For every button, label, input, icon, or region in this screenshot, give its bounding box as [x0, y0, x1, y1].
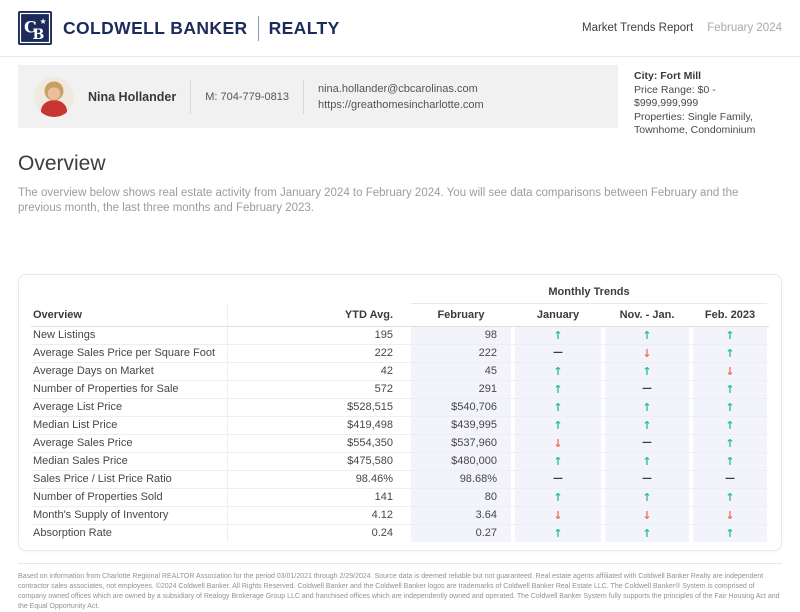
- monthly-trends-header: Monthly Trends: [411, 280, 767, 304]
- nov-jan-trend: [605, 435, 689, 452]
- february-value: 80: [411, 489, 511, 506]
- feb-2023-trend: [693, 471, 767, 488]
- ytd-value: 42: [227, 363, 407, 380]
- trend-up-icon: ↑: [553, 328, 563, 342]
- row-label: Absorption Rate: [33, 527, 112, 539]
- trend-down-icon: ↓: [725, 508, 735, 522]
- nov-jan-trend: [605, 489, 689, 506]
- january-trend: [515, 381, 601, 398]
- february-value: $439,995: [411, 417, 511, 434]
- column-header-overview: Overview: [33, 308, 82, 321]
- svg-text:★: ★: [39, 17, 47, 26]
- filter-properties: Properties: Single Family, Townhome, Condominium: [634, 110, 756, 136]
- trend-flat-icon: —: [642, 473, 652, 484]
- trend-up-icon: ↑: [725, 436, 735, 450]
- february-value: 0.27: [411, 525, 511, 542]
- january-trend: [515, 507, 601, 524]
- trends-table-card: [18, 274, 782, 551]
- report-period: February 2024: [707, 22, 782, 34]
- february-value: $480,000: [411, 453, 511, 470]
- brand: [18, 11, 340, 45]
- row-label: Average Days on Market: [33, 365, 154, 377]
- february-value: 98.68%: [411, 471, 511, 488]
- ytd-value: 141: [227, 489, 407, 506]
- trend-down-icon: ↓: [642, 346, 652, 360]
- nov-jan-trend: [605, 399, 689, 416]
- february-value: 3.64: [411, 507, 511, 524]
- filter-city: City: Fort Mill: [634, 70, 702, 82]
- feb-2023-trend: [693, 417, 767, 434]
- table-row: [31, 327, 769, 345]
- january-trend: [515, 525, 601, 542]
- trend-up-icon: ↑: [642, 400, 652, 414]
- nov-jan-trend: [605, 417, 689, 434]
- nov-jan-trend: [605, 525, 689, 542]
- row-label: Month's Supply of Inventory: [33, 509, 169, 521]
- divider: [190, 80, 191, 114]
- feb-2023-trend: [693, 507, 767, 524]
- monthly-trends-group-row: [31, 280, 769, 304]
- trend-up-icon: ↑: [725, 382, 735, 396]
- feb-2023-trend: [693, 399, 767, 416]
- trend-up-icon: ↑: [553, 364, 563, 378]
- trend-down-icon: ↓: [725, 364, 735, 378]
- ytd-value: 222: [227, 345, 407, 362]
- trend-up-icon: ↑: [553, 418, 563, 432]
- trend-down-icon: ↓: [642, 508, 652, 522]
- column-header-feb-2023: Feb. 2023: [704, 308, 756, 321]
- feb-2023-trend: [693, 489, 767, 506]
- january-trend: [515, 327, 601, 344]
- nov-jan-trend: [605, 507, 689, 524]
- trend-up-icon: ↑: [642, 328, 652, 342]
- feb-2023-trend: [693, 381, 767, 398]
- table-row: [31, 435, 769, 453]
- trend-up-icon: ↑: [725, 490, 735, 504]
- trend-up-icon: ↑: [642, 526, 652, 540]
- column-header-nov-jan: Nov. - Jan.: [619, 308, 675, 321]
- february-value: 291: [411, 381, 511, 398]
- trend-up-icon: ↑: [553, 526, 563, 540]
- row-label: Average Sales Price: [33, 437, 133, 449]
- row-label: Sales Price / List Price Ratio: [33, 473, 172, 485]
- trend-flat-icon: —: [725, 473, 735, 484]
- row-label: Average Sales Price per Square Foot: [33, 347, 216, 359]
- agent-avatar: [34, 77, 74, 117]
- trend-flat-icon: —: [642, 383, 652, 394]
- page-title: Overview: [18, 151, 106, 175]
- february-value: 222: [411, 345, 511, 362]
- row-label: Median List Price: [33, 419, 118, 431]
- brand-divider: [258, 16, 259, 41]
- january-trend: [515, 453, 601, 470]
- report-meta: [582, 22, 782, 34]
- row-label: New Listings: [33, 329, 96, 341]
- trend-up-icon: ↑: [642, 490, 652, 504]
- overview-description: The overview below shows real estate activity from January 2024 to February 2024. You will see data comparisons between February and the previous month, the last three months and February 2023.: [18, 186, 739, 214]
- ytd-value: 572: [227, 381, 407, 398]
- feb-2023-trend: [693, 345, 767, 362]
- trends-table-body: [31, 327, 769, 542]
- february-value: $537,960: [411, 435, 511, 452]
- january-trend: [515, 399, 601, 416]
- brand-name: COLDWELL BANKER: [63, 17, 248, 38]
- feb-2023-trend: [693, 525, 767, 542]
- trend-up-icon: ↑: [642, 454, 652, 468]
- ytd-value: $475,580: [227, 453, 407, 470]
- trend-up-icon: ↑: [553, 454, 563, 468]
- ytd-value: 98.46%: [227, 471, 407, 488]
- divider: [303, 80, 304, 114]
- trend-down-icon: ↓: [553, 436, 563, 450]
- table-row: [31, 489, 769, 507]
- january-trend: [515, 471, 601, 488]
- trend-up-icon: ↑: [725, 328, 735, 342]
- feb-2023-trend: [693, 363, 767, 380]
- row-label: Number of Properties Sold: [33, 491, 163, 503]
- january-trend: [515, 363, 601, 380]
- ytd-value: 195: [227, 327, 407, 344]
- trends-table-header-row: [31, 304, 769, 327]
- table-row: [31, 471, 769, 489]
- overview-section: [18, 152, 782, 216]
- report-header: [0, 0, 800, 57]
- ytd-value: $528,515: [227, 399, 407, 416]
- svg-text:B: B: [32, 27, 45, 43]
- feb-2023-trend: [693, 435, 767, 452]
- feb-2023-trend: [693, 453, 767, 470]
- agent-phone: M: 704-779-0813: [205, 90, 289, 103]
- trend-up-icon: ↑: [553, 382, 563, 396]
- trend-up-icon: ↑: [553, 400, 563, 414]
- february-value: $540,706: [411, 399, 511, 416]
- table-row: [31, 507, 769, 525]
- trend-flat-icon: —: [553, 347, 563, 358]
- report-title: Market Trends Report: [581, 22, 694, 34]
- trend-flat-icon: —: [553, 473, 563, 484]
- table-row: [31, 363, 769, 381]
- nov-jan-trend: [605, 345, 689, 362]
- january-trend: [515, 417, 601, 434]
- ytd-value: 0.24: [227, 525, 407, 542]
- trend-up-icon: ↑: [642, 418, 652, 432]
- ytd-value: $554,350: [227, 435, 407, 452]
- column-header-ytd-avg: YTD Avg.: [227, 304, 407, 326]
- row-label: Average List Price: [33, 401, 123, 413]
- row-label: Number of Properties for Sale: [33, 383, 179, 395]
- disclaimer-text: Based on information from Charlotte Regional REALTOR Association for the period 03/01/2021 through 2/29/2024. Source data is deemed reliable but not guaranteed. Real estate agents affiliated with Coldwell Banker Realty are independent contractor sales associates, not employees. ©2024 Coldwell Banker. All Rights Reserved. Coldwell Banker and the Coldwell Banker logos are trademarks of Coldwell Banker Real Estate LLC. The Coldwell Banker® System is comprised of company owned offices which are owned by a subsidiary of Realogy Brokerage Group LLC and franchised offices which are independently owned and operated. The Coldwell Banker System fully supports the principles of the Fair Housing Act and the Equal Opportunity Act.: [18, 572, 780, 610]
- trend-flat-icon: —: [642, 437, 652, 448]
- agent-email[interactable]: nina.hollander@cbcarolinas.com: [318, 82, 478, 95]
- january-trend: [515, 345, 601, 362]
- agent-card: [18, 65, 618, 128]
- ytd-value: $419,498: [227, 417, 407, 434]
- filter-summary: [630, 65, 782, 138]
- nov-jan-trend: [605, 327, 689, 344]
- table-row: [31, 345, 769, 363]
- feb-2023-trend: [693, 327, 767, 344]
- table-row: [31, 399, 769, 417]
- report-footer: [18, 563, 782, 612]
- row-label: Median Sales Price: [33, 455, 128, 467]
- trend-down-icon: ↓: [553, 508, 563, 522]
- table-row: [31, 381, 769, 399]
- nov-jan-trend: [605, 363, 689, 380]
- nov-jan-trend: [605, 453, 689, 470]
- february-value: 98: [411, 327, 511, 344]
- table-row: [31, 525, 769, 542]
- january-trend: [515, 489, 601, 506]
- trend-up-icon: ↑: [725, 526, 735, 540]
- trend-up-icon: ↑: [725, 454, 735, 468]
- trend-up-icon: ↑: [642, 364, 652, 378]
- agent-website[interactable]: https://greathomesincharlotte.com: [318, 98, 484, 111]
- trend-up-icon: ↑: [725, 418, 735, 432]
- brand-division: REALTY: [268, 17, 340, 38]
- trend-up-icon: ↑: [725, 346, 735, 360]
- svg-text:C: C: [24, 17, 37, 37]
- january-trend: [515, 435, 601, 452]
- nov-jan-trend: [605, 381, 689, 398]
- ytd-value: 4.12: [227, 507, 407, 524]
- table-row: [31, 417, 769, 435]
- agent-name: Nina Hollander: [88, 89, 177, 104]
- trend-up-icon: ↑: [553, 490, 563, 504]
- february-value: 45: [411, 363, 511, 380]
- trend-up-icon: ↑: [725, 400, 735, 414]
- column-header-february: February: [437, 308, 485, 321]
- filter-price-range: Price Range: $0 - $999,999,999: [634, 83, 716, 109]
- nov-jan-trend: [605, 471, 689, 488]
- column-header-january: January: [536, 308, 580, 321]
- profile-row: [18, 65, 782, 138]
- cb-monogram-icon: [18, 11, 52, 45]
- table-row: [31, 453, 769, 471]
